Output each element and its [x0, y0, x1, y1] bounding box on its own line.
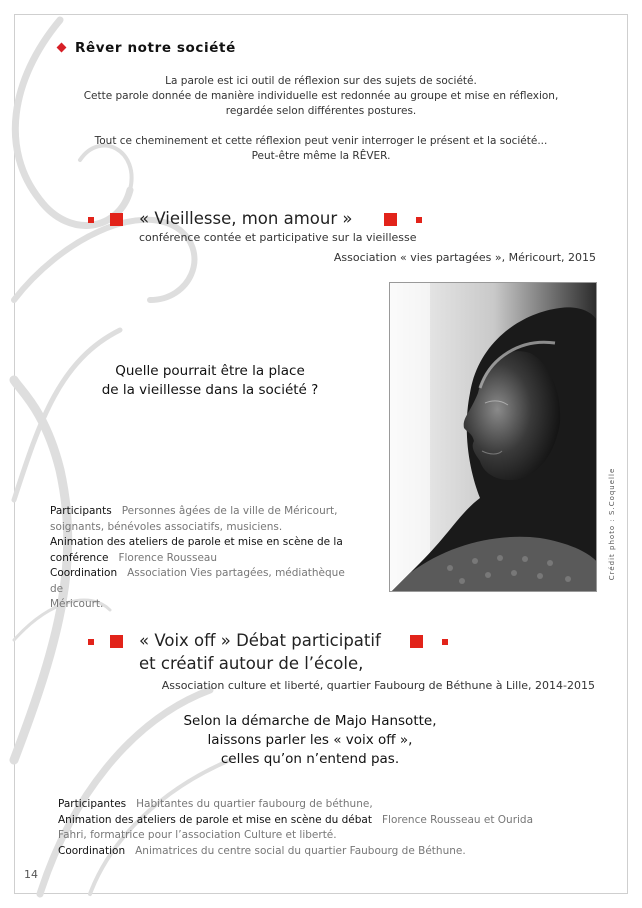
square-icon [110, 213, 123, 226]
project1-credits: Participants Personnes âgées de la ville de Méricourt, soignants, bénévoles associatifs, musiciens. Animation des ateliers de parole et mise en scène de la conférence Florence Rousseau Coordination Association Vies partagées, médiathèque de Méricourt. [50, 505, 345, 610]
project2-credits: Participantes Habitantes du quartier faubourg de béthune, Animation des ateliers de parole et mise en scène du débat Florence Rousseau et Ourida Fahri, formatrice pour l’association Culture et liberté. Coordination Animatrices du centre social du quartier Faubourg de Béthune. [58, 798, 534, 857]
square-icon [384, 213, 397, 226]
small-square-icon [88, 217, 94, 223]
project1-title: « Vieillesse, mon amour » [139, 209, 353, 228]
section-title: Rêver notre société [58, 40, 236, 56]
project1-question: Quelle pourrait être la place de la vieillesse dans la société ? [101, 363, 319, 398]
small-square-icon [442, 639, 448, 645]
intro-text: La parole est ici outil de réflexion sur des sujets de société. Cette parole donnée de manière individuelle est redonnée au groupe et mise en réflexion, regardée selon différentes postures. Tout ce cheminement et cette réflexion peut venir interroger le présent et la société... Peut-être même la RÊVER. [83, 75, 559, 162]
square-icon [410, 635, 423, 648]
project2-quote: Selon la démarche de Majo Hansotte, laissons parler les « voix off », celles qu’on n’entend pas. [183, 713, 437, 767]
photo-credit: Crédit photo : S.Coquelle [608, 467, 616, 581]
page-number: 14 [24, 868, 38, 881]
project2-association: Association culture et liberté, quartier Faubourg de Béthune à Lille, 2014-2015 [161, 679, 595, 692]
project1-subtitle: conférence contée et participative sur la vieillesse [139, 231, 417, 244]
diamond-bullet-icon [57, 43, 67, 53]
project1-association: Association « vies partagées », Méricourt, 2015 [333, 251, 596, 264]
portrait-image [390, 283, 597, 592]
square-icon [110, 635, 123, 648]
elderly-woman-photo [389, 282, 597, 592]
project2-title-line2: et créatif autour de l’école, [139, 654, 364, 673]
small-square-icon [416, 217, 422, 223]
project2-title-line1: « Voix off » Débat participatif [139, 631, 381, 650]
small-square-icon [88, 639, 94, 645]
